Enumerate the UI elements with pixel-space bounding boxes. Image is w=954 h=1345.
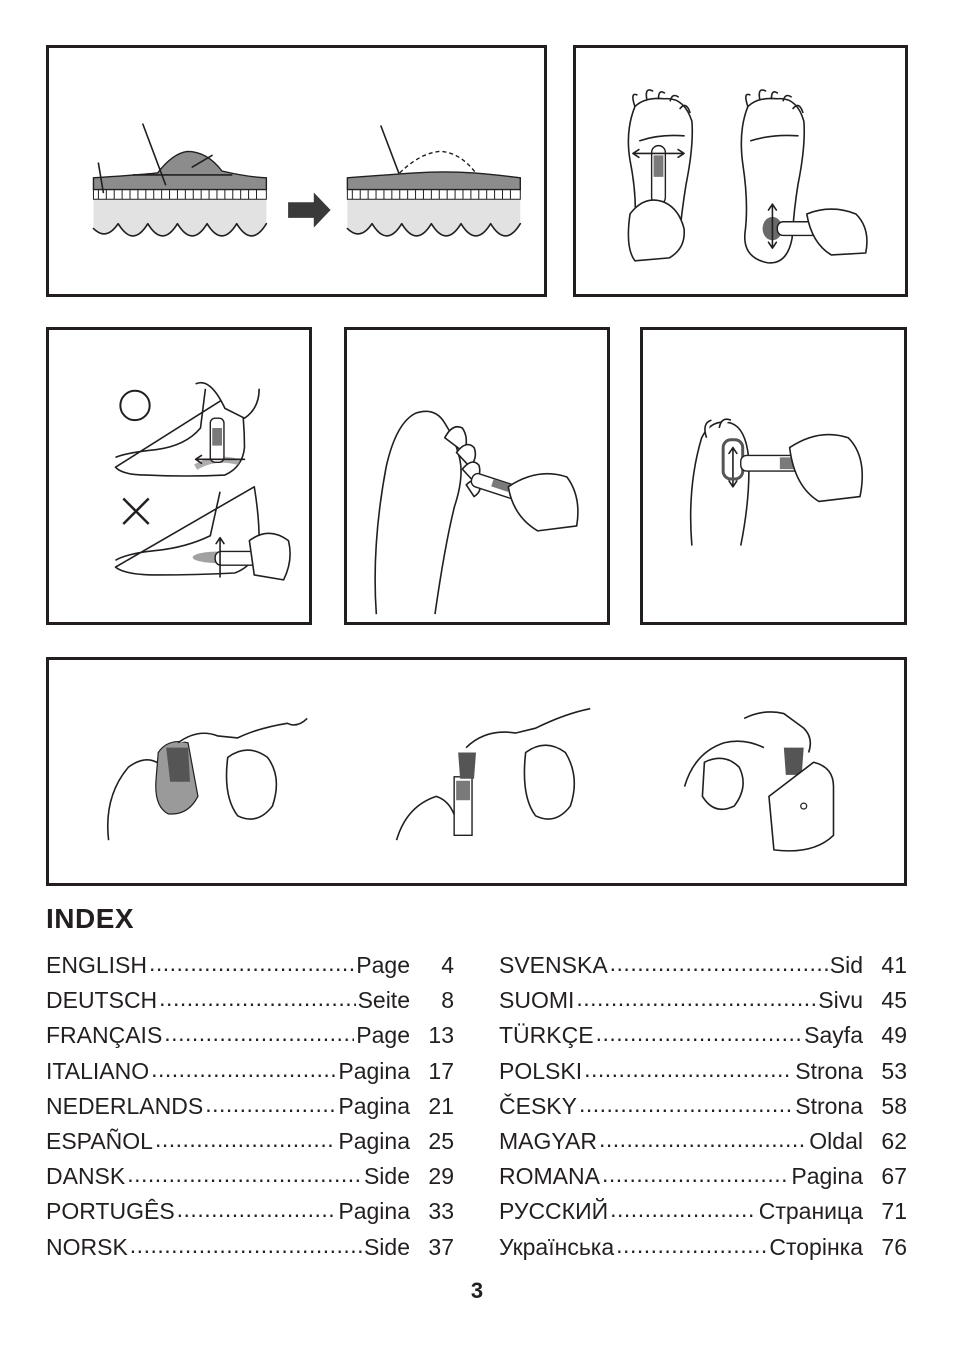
brush-cleaning-illustration	[46, 657, 907, 886]
index-row: ENGLISH ..... Page 4	[46, 948, 454, 983]
cleaning-step-2	[397, 709, 591, 840]
toe-usage-illustration	[344, 327, 610, 625]
index-row: ROMANA ..... Pagina 67	[499, 1159, 907, 1194]
index-row: ITALIANO ..... Pagina 17	[46, 1054, 454, 1089]
index-row: Українська ..... Сторінка 76	[499, 1230, 907, 1265]
index-row: SVENSKA ..... Sid 41	[499, 948, 907, 983]
heel-side-usage-illustration	[640, 327, 907, 625]
index-row: FRANÇAIS ..... Page 13	[46, 1018, 454, 1053]
index-row: ESPAÑOL ..... Pagina 25	[46, 1124, 454, 1159]
correct-circle-icon	[120, 391, 149, 420]
index-row: DEUTSCH ..... Seite 8	[46, 983, 454, 1018]
index-row: ČESKY ..... Strona 58	[499, 1089, 907, 1124]
skin-before	[93, 124, 266, 236]
incorrect-cross-icon	[123, 499, 148, 524]
index-column-right	[499, 948, 907, 1265]
index-row: MAGYAR ..... Oldal 62	[499, 1124, 907, 1159]
arrow-icon	[288, 192, 330, 227]
index-row: DANSK ..... Side 29	[46, 1159, 454, 1194]
index-row: РУССКИЙ ..... Страница 71	[499, 1194, 907, 1229]
cleaning-step-1	[108, 718, 307, 840]
index-row: PORTUGÊS ..... Pagina 33	[46, 1194, 454, 1229]
index-row: TÜRKÇE ..... Sayfa 49	[499, 1018, 907, 1053]
index-row: NEDERLANDS ..... Pagina 21	[46, 1089, 454, 1124]
page-number: 3	[470, 1278, 484, 1303]
index-row: POLSKI ..... Strona 53	[499, 1054, 907, 1089]
cleaning-step-3	[685, 712, 834, 851]
index-title: INDEX	[46, 903, 135, 934]
index-row: SUOMI ..... Sivu 45	[499, 983, 907, 1018]
sole-usage-illustration	[573, 45, 908, 297]
index-row: NORSK ..... Side 37	[46, 1230, 454, 1265]
heel-correct-incorrect-illustration	[46, 327, 312, 625]
skin-after	[347, 126, 520, 236]
index-column-left	[46, 948, 454, 1265]
skin-callus-removal-diagram	[46, 45, 547, 297]
